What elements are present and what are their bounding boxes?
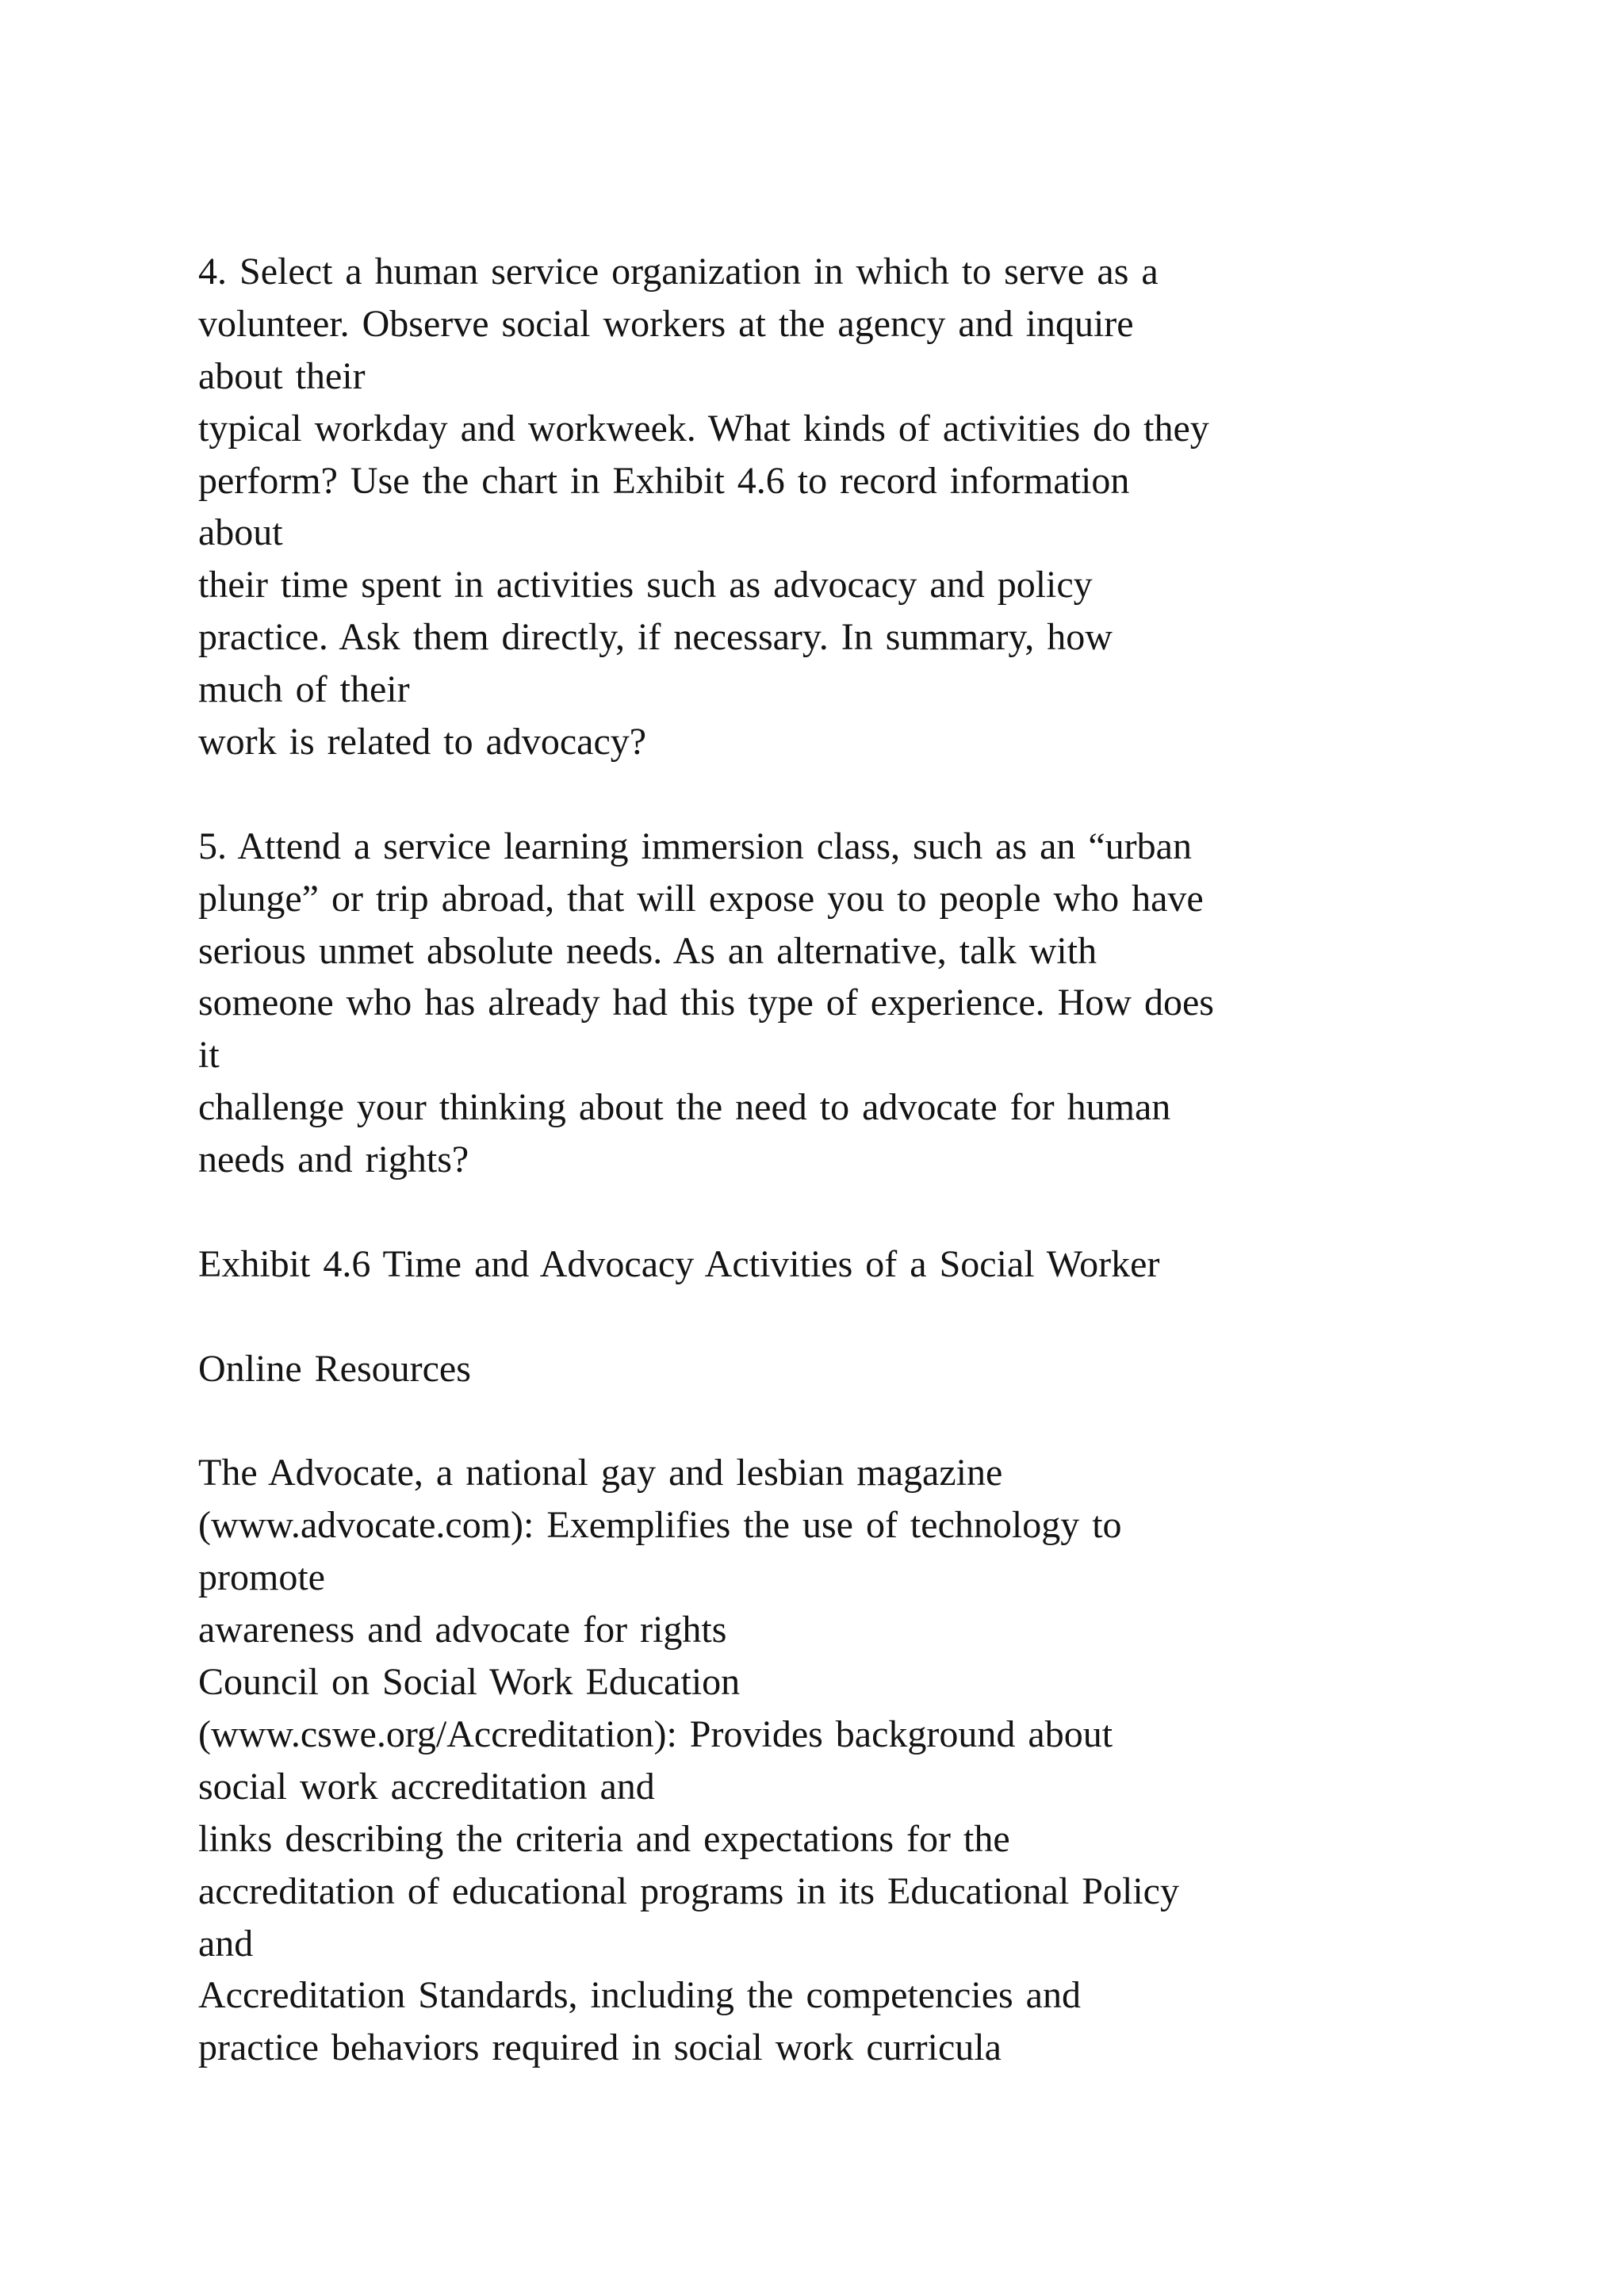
resource-line: promote: [198, 1556, 325, 1599]
exercise-5-line: serious unmet absolute needs. As an alternative, talk with: [198, 929, 1097, 972]
exercise-4-line: typical workday and workweek. What kinds of activities do they: [198, 407, 1209, 450]
resource-line: and: [198, 1922, 254, 1965]
exhibit-caption: Exhibit 4.6 Time and Advocacy Activities of a Social Worker: [198, 1242, 1160, 1285]
resource-line: (www.cswe.org/Accreditation): Provides background about: [198, 1712, 1113, 1755]
exercise-4-paragraph: [198, 246, 1546, 768]
exercise-5-line: someone who has already had this type of experience. How does: [198, 982, 1214, 1024]
resource-line: links describing the criteria and expectations for the: [198, 1817, 1010, 1860]
resource-line: awareness and advocate for rights: [198, 1609, 727, 1651]
resource-line: social work accreditation and: [198, 1765, 655, 1808]
exercise-4-line: perform? Use the chart in Exhibit 4.6 to record information: [198, 459, 1130, 502]
resource-line: accreditation of educational programs in its Educational Policy: [198, 1869, 1179, 1912]
exercise-5-line: needs and rights?: [198, 1138, 469, 1181]
resource-line: practice behaviors required in social work curricula: [198, 2026, 1002, 2069]
exercise-4-line: work is related to advocacy?: [198, 721, 647, 763]
paragraph-spacer: [198, 768, 1546, 821]
resource-line: Accreditation Standards, including the competencies and: [198, 1974, 1081, 2017]
exercise-4-line: about: [198, 511, 283, 554]
exercise-5-line: challenge your thinking about the need to advocate for human: [198, 1086, 1171, 1129]
resources-list: [198, 1447, 1546, 2074]
exercise-5-paragraph: [198, 821, 1546, 1186]
exercise-4-line: their time spent in activities such as advocacy and policy: [198, 564, 1093, 607]
document-body: [198, 246, 1546, 2074]
paragraph-spacer: [198, 1291, 1546, 1343]
resource-line: (www.advocate.com): Exemplifies the use of technology to: [198, 1504, 1122, 1547]
exercise-4-line: 4. Select a human service organization in which to serve as a: [198, 251, 1159, 293]
exercise-4-line: practice. Ask them directly, if necessary. In summary, how: [198, 616, 1113, 659]
exercise-5-line: 5. Attend a service learning immersion class, such as an “urban: [198, 825, 1192, 867]
resource-line: The Advocate, a national gay and lesbian magazine: [198, 1452, 1003, 1494]
resources-heading: Online Resources: [198, 1347, 471, 1390]
exercise-4-line: much of their: [198, 668, 410, 711]
exercise-5-line: plunge” or trip abroad, that will expose you to people who have: [198, 877, 1204, 920]
paragraph-spacer: [198, 1395, 1546, 1448]
paragraph-spacer: [198, 1186, 1546, 1238]
exercise-4-line: about their: [198, 354, 366, 397]
resource-line: Council on Social Work Education: [198, 1661, 741, 1704]
exercise-5-line: it: [198, 1034, 220, 1077]
exercise-4-line: volunteer. Observe social workers at the agency and inquire: [198, 302, 1134, 345]
